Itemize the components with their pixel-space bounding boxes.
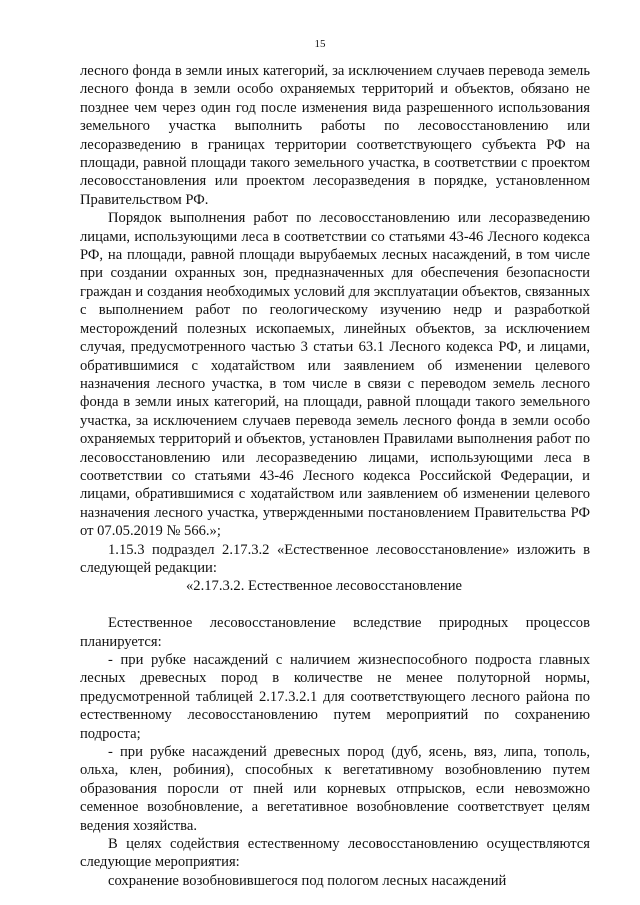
list-item-vegetative-renewal: - при рубке насаждений древесных пород (дуб, ясень, вяз, липа, тополь, ольха, клен, робиния), способных к вегетативному возобновлению путем образования поросли от пней или корневых отпрысков, если невозможно семенное возобновление, а вегетативное возобновление соответствует целям ведения хозяйства. (80, 744, 590, 834)
paragraph-preservation: сохранение возобновившегося под пологом лесных насаждений (108, 872, 507, 889)
page-number: 15 (314, 38, 326, 50)
paragraph-forest-fund-transfer: лесного фонда в земли иных категорий, за исключением случаев перевода земель лесного фонда в земли особо охраняемых территорий и объектов, обязано не позднее чем через один год после изменения вида разрешенного использования земельного участка выполнить работы по лесовосстановлению или лесоразведению в границах территории соответствующего субъекта РФ на площади, равной площади такого земельного участка, в соответствии с проектом лесовосстановления или проектом лесоразведения в порядке, установленном Правительством РФ. (80, 63, 590, 208)
list-item-undergrowth: - при рубке насаждений с наличием жизнеспособного подроста главных лесных древесных пород в количестве не менее полуторной нормы, предусмотренной таблицей 2.17.3.2.1 для соответствующего лесного района по естественному лесовосстановлению путем мероприятий по сохранению подроста; (80, 651, 590, 742)
paragraph-reforestation-procedure: Порядок выполнения работ по лесовосстановлению или лесоразведению лицами, использующими леса в соответствии со статьями 43-46 Лесного кодекса РФ, на площади, равной площади вырубаемых лесных насаждений, в том числе при создании охранных зон, предназначенных для обеспечения безопасности граждан и создания необходимых условий для эксплуатации объектов, связанных с выполнением работ по геологическому изучению недр и разработкой месторождений полезных ископаемых, линейных объектов, за исключением случая, предусмотренного частью 3 статьи 63.1 Лесного кодекса РФ, и лицами, обратившимися с ходатайством или заявлением об изменении целевого назначения лесного участка, в том числе в связи с переводом земель лесного фонда в земли иных категорий, на площади, равной площади такого земельного участка, за исключением случаев перевода земель лесного фонда в земли особо охраняемых территорий и объектов, установлен Правилами выполнения работ по лесовосстановлению или лесоразведению лицами, использующими леса в соответствии со статьями 43-46 Лесного кодекса Российской Федерации, и лицами, обратившимися с ходатайством или заявлением об изменении целевого назначения лесного участка, утвержденными постановлением Правительства РФ от 07.05.2019 № 566.»; (80, 210, 590, 540)
paragraph-natural-reforestation: Естественное лесовосстановление вследствие природных процессов планируется: (80, 615, 590, 650)
document-body (80, 62, 590, 890)
section-heading: «2.17.3.2. Естественное лесовосстановление (186, 578, 462, 595)
paragraph-assistance-measures: В целях содействия естественному лесовосстановлению осуществляются следующие мероприятия: (80, 836, 590, 871)
paragraph-amendment-1-15-3: 1.15.3 подраздел 2.17.3.2 «Естественное лесовосстановление» изложить в следующей редакции: (80, 541, 590, 576)
blank-line (80, 596, 590, 614)
